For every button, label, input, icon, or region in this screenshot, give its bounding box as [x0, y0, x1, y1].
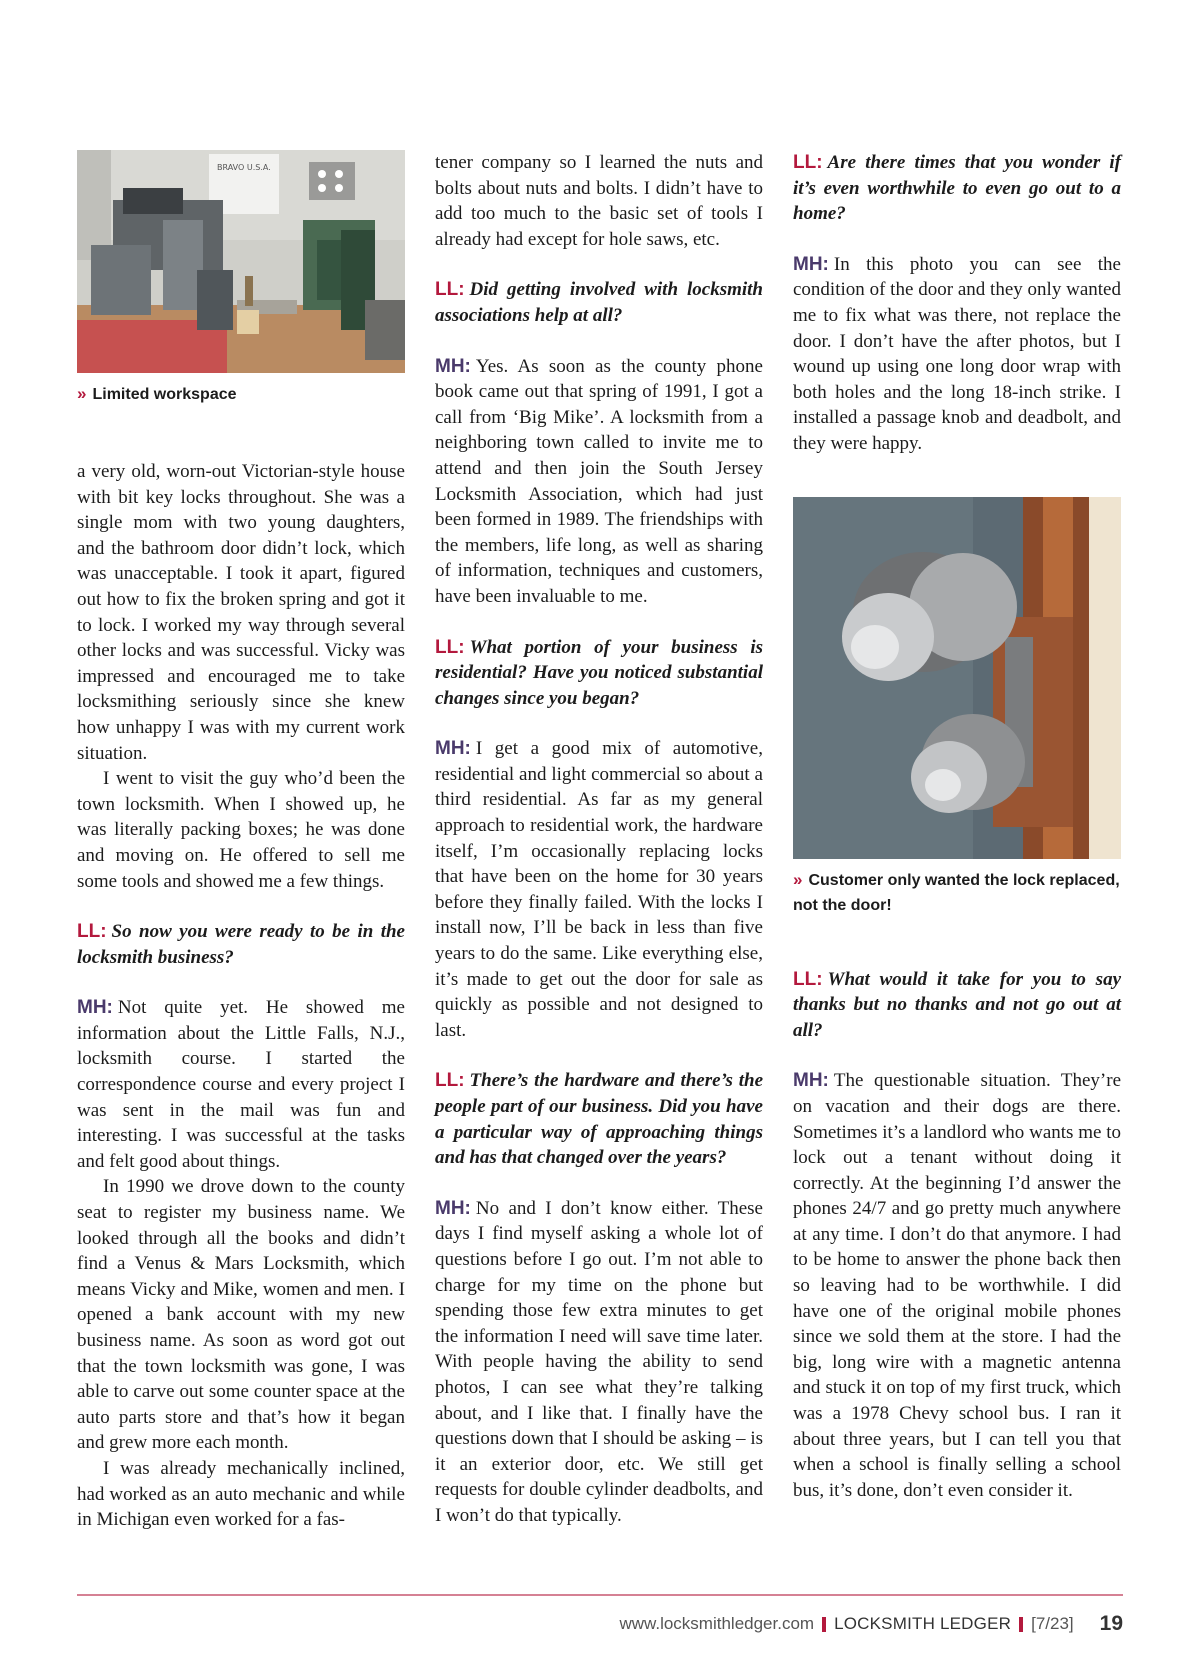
chevron-right-icon: » — [77, 384, 87, 403]
question — [435, 635, 763, 712]
footer-divider — [1019, 1617, 1023, 1632]
page-number: 19 — [1099, 1612, 1123, 1635]
speaker-ll: LL: — [793, 152, 823, 173]
question — [435, 277, 763, 328]
question-text: What portion of your business is residential? Have you noticed substantial changes since you began? — [435, 636, 763, 709]
answer-text: The questionable situation. They’re on vacation and their dogs are there. Sometimes it’s a landlord who wants me to lock out a tenant without doing it correctly. At the beginning I’d answer the phones 24/7 and go pretty much anywhere at any time. I don’t do that anymore. I had to be home to answer the phone back then so leaving had to be worthwhile. I did have one of the original mobile phones since we sold them at the store. I had the big, long wire with a magnetic antenna and stuck it on top of my first truck, which was a 1978 Chevy school bus. I ran it about three years, but I can tell you that when a school is finally selling a school bus, it’s done, don’t even consider it. — [793, 1070, 1121, 1501]
question-text: So now you were ready to be in the locksmith business? — [77, 921, 405, 968]
question-text: There’s the hardware and there’s the people part of our business. Did you have a particular way of approaching things and has that changed over the years? — [435, 1070, 763, 1169]
speaker-ll: LL: — [435, 1070, 465, 1092]
question — [793, 967, 1121, 1044]
door-photo — [793, 497, 1121, 859]
workspace-photo — [77, 150, 405, 373]
answer — [435, 354, 763, 610]
answer — [77, 995, 405, 1174]
speaker-mh: MH: — [435, 738, 471, 760]
caption-text: Limited workspace — [92, 386, 237, 403]
paragraph: I was already mechanically inclined, had worked as an auto mechanic and while in Michigan even worked for a fas- — [77, 1457, 405, 1531]
question-text: Are there times that you wonder if it’s even worthwhile to even go out to a home? — [793, 152, 1121, 225]
speaker-mh: MH: — [435, 355, 471, 377]
answer — [793, 1068, 1121, 1503]
footer-divider — [822, 1617, 826, 1632]
photo-label: BRAVO U.S.A. — [217, 163, 271, 172]
answer — [793, 252, 1121, 457]
paragraph: In 1990 we drove down to the county seat to register my business name. We looked through all the books and didn’t find a Venus & Mars Locksmith, which means Vicky and Mike, women and men. I opened a bank account with my new business name. As soon as word got out that the town locksmith was gone, I was able to carve out some counter space at the auto parts store and that’s how it began and grew more each month. — [77, 1176, 405, 1454]
paragraph: tener company so I learned the nuts and bolts about nuts and bolts. I didn’t have to add too much to the basic set of tools I already had except for hole saws, etc. — [435, 152, 763, 250]
caption-text: Customer only wanted the lock replaced, not the door! — [793, 871, 1120, 914]
speaker-mh: MH: — [793, 1070, 829, 1092]
question-text: What would it take for you to say thanks but no thanks and not go out at all? — [793, 968, 1121, 1041]
answer-text: In this photo you can see the condition of the door and they only wanted me to fix what was there, not replace the door. I don’t have the after photos, but I wound up using one long door wrap with both holes and the long 18-inch strike. I installed a passage knob and deadbolt, and they were happy. — [793, 253, 1121, 454]
footer-rule — [77, 1594, 1123, 1596]
answer — [435, 1196, 763, 1529]
column-3 — [793, 150, 1121, 1503]
answer-text: No and I don’t know either. These days I find myself asking a whole lot of questions before I go out. I’m not able to charge for my time on the phone but spending those few extra minutes to get the information I need will save time later. With people having the ability to send photos, I can see what they’re talking about, and I like that. I finally have the questions down that I should be asking – is it an exterior door, etc. We still get requests for double cylinder deadbolts, and I won’t do that typically. — [435, 1197, 763, 1526]
chevron-right-icon: » — [793, 869, 803, 889]
speaker-ll: LL: — [435, 636, 465, 658]
photo-caption — [793, 867, 1121, 918]
speaker-mh: MH: — [793, 253, 829, 275]
answer-text: Not quite yet. He showed me information about the Little Falls, N.J., locksmith course. I started the correspondence course and every project I was sent in the mail was fun and interesting. I was successful at the tasks and felt good about things. — [77, 997, 405, 1172]
page-footer — [619, 1612, 1123, 1636]
column-2 — [435, 150, 763, 1529]
column-1 — [77, 150, 405, 1533]
answer-text: I get a good mix of automotive, residential and light commercial so about a third residential. As far as my general approach to residential work, the hardware itself, I’m occasionally replacing locks that have been on the home for 30 years before they finally failed. With the locks I install now, I’ll be back in less than five years to do the same. Like everything else, it’s made to get out the door for sale as quickly as possible and not designed to last. — [435, 738, 763, 1041]
speaker-ll: LL: — [77, 921, 107, 943]
speaker-ll: LL: — [793, 968, 823, 990]
question — [435, 1068, 763, 1170]
speaker-ll: LL: — [435, 279, 465, 301]
footer-url[interactable]: www.locksmithledger.com — [619, 1614, 815, 1633]
issue-date: [7/23] — [1031, 1614, 1074, 1633]
paragraph: a very old, worn-out Victorian-style house with bit key locks throughout. She was a single mom with two young daughters, and the bathroom door didn’t lock, which was unacceptable. I took it apart, figured out how to fix the broken spring and got it to lock. I worked my way through several other locks and was successful. Vicky was impressed and encouraged me to take locksmithing seriously since she knew how unhappy I was with my current work situation. — [77, 461, 405, 764]
question — [77, 919, 405, 970]
speaker-mh: MH: — [77, 997, 113, 1019]
magazine-name: LOCKSMITH LEDGER — [834, 1614, 1012, 1633]
photo-caption — [77, 381, 405, 407]
answer-text: Yes. As soon as the county phone book came out that spring of 1991, I got a call from ‘Big Mike’. A locksmith from a neighboring town called to invite me to attend and then join the South Jersey Locksmith Association, which had just been formed in 1989. The friendships with the members, life long, as well as sharing of information, techniques and customers, have been invaluable to me. — [435, 355, 763, 607]
question — [793, 150, 1121, 227]
paragraph: I went to visit the guy who’d been the town locksmith. When I showed up, he was literally packing boxes; he was done and moving on. He offered to sell me some tools and showed me a few things. — [77, 768, 405, 892]
speaker-mh: MH: — [435, 1197, 471, 1219]
question-text: Did getting involved with locksmith associations help at all? — [435, 279, 763, 326]
answer — [435, 736, 763, 1043]
